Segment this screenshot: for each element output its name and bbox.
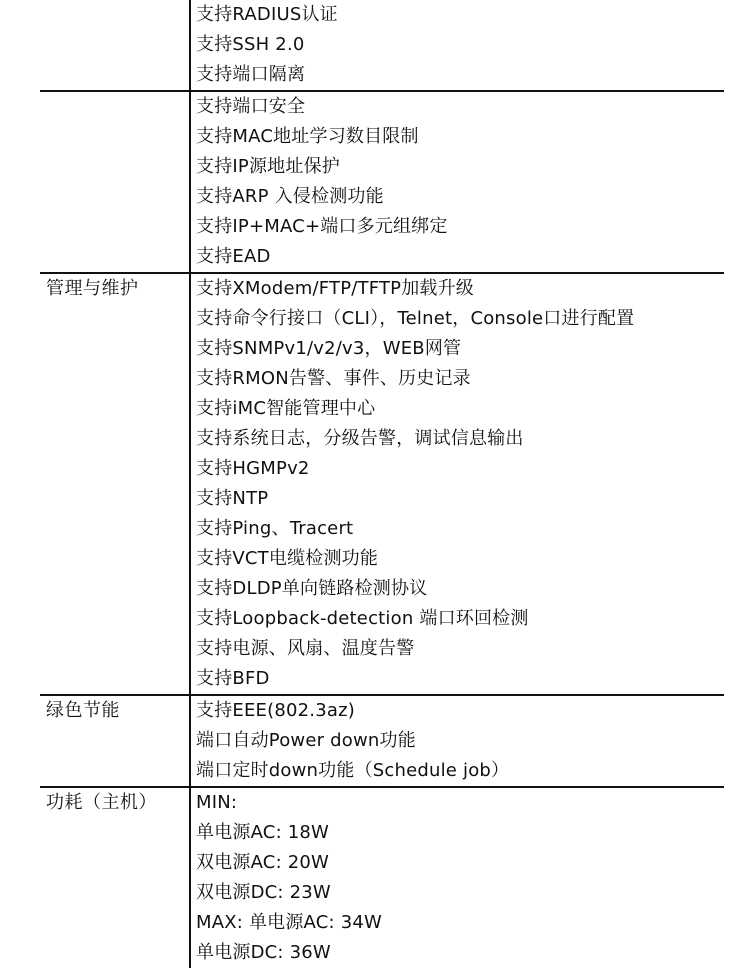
spec-line: 支持XModem/FTP/TFTP加载升级	[196, 278, 475, 299]
group-label: 绿色节能	[40, 696, 191, 786]
spec-line: 支持MAC地址学习数目限制	[196, 126, 419, 147]
spec-line: 支持IP源地址保护	[196, 156, 340, 177]
group-label: 管理与维护	[40, 274, 191, 694]
spec-table	[40, 0, 724, 968]
spec-line: 支持HGMPv2	[196, 458, 310, 479]
spec-line: 支持VCT电缆检测功能	[196, 548, 379, 569]
spec-line: 单电源DC: 36W	[196, 942, 331, 963]
spec-line: 支持IP+MAC+端口多元组绑定	[196, 216, 448, 237]
spec-line: 端口定时down功能（Schedule job）	[196, 760, 510, 781]
spec-line: 支持端口隔离	[196, 64, 306, 85]
spec-line: 双电源AC: 20W	[196, 852, 330, 873]
group-values	[191, 0, 724, 90]
spec-line: 支持iMC智能管理中心	[196, 398, 376, 419]
spec-group-security-b	[40, 92, 724, 274]
spec-group-power-consumption	[40, 788, 724, 968]
spec-line: 支持EAD	[196, 246, 271, 267]
spec-line: 支持系统日志，分级告警，调试信息输出	[196, 428, 524, 449]
group-values	[191, 788, 724, 968]
spec-line: 单电源AC: 18W	[196, 822, 330, 843]
group-label	[40, 0, 191, 90]
spec-line: 支持RMON告警、事件、历史记录	[196, 368, 471, 389]
spec-line: 支持NTP	[196, 488, 269, 509]
spec-line: 支持端口安全	[196, 96, 306, 117]
spec-line: 支持BFD	[196, 668, 270, 689]
group-label	[40, 92, 191, 272]
spec-line: 支持EEE(802.3az)	[196, 700, 355, 721]
spec-line: 支持RADIUS认证	[196, 4, 338, 25]
group-values	[191, 696, 724, 786]
spec-line: 支持命令行接口（CLI），Telnet，Console口进行配置	[196, 308, 635, 329]
spec-line: 支持Loopback-detection 端口环回检测	[196, 608, 529, 629]
spec-line: 支持SSH 2.0	[196, 34, 305, 55]
spec-line: 支持DLDP单向链路检测协议	[196, 578, 428, 599]
spec-line: 端口自动Power down功能	[196, 730, 416, 751]
group-values	[191, 274, 724, 694]
spec-group-green-energy	[40, 696, 724, 788]
spec-group-security-a	[40, 0, 724, 92]
group-label: 功耗（主机）	[40, 788, 191, 968]
spec-line: MIN:	[196, 792, 238, 813]
spec-line: 支持ARP 入侵检测功能	[196, 186, 384, 207]
spec-line: 双电源DC: 23W	[196, 882, 331, 903]
spec-group-management	[40, 274, 724, 696]
spec-line: 支持SNMPv1/v2/v3，WEB网管	[196, 338, 462, 359]
spec-line: MAX: 单电源AC: 34W	[196, 912, 383, 933]
spec-line: 支持Ping、Tracert	[196, 518, 354, 539]
group-values	[191, 92, 724, 272]
spec-line: 支持电源、风扇、温度告警	[196, 638, 415, 659]
